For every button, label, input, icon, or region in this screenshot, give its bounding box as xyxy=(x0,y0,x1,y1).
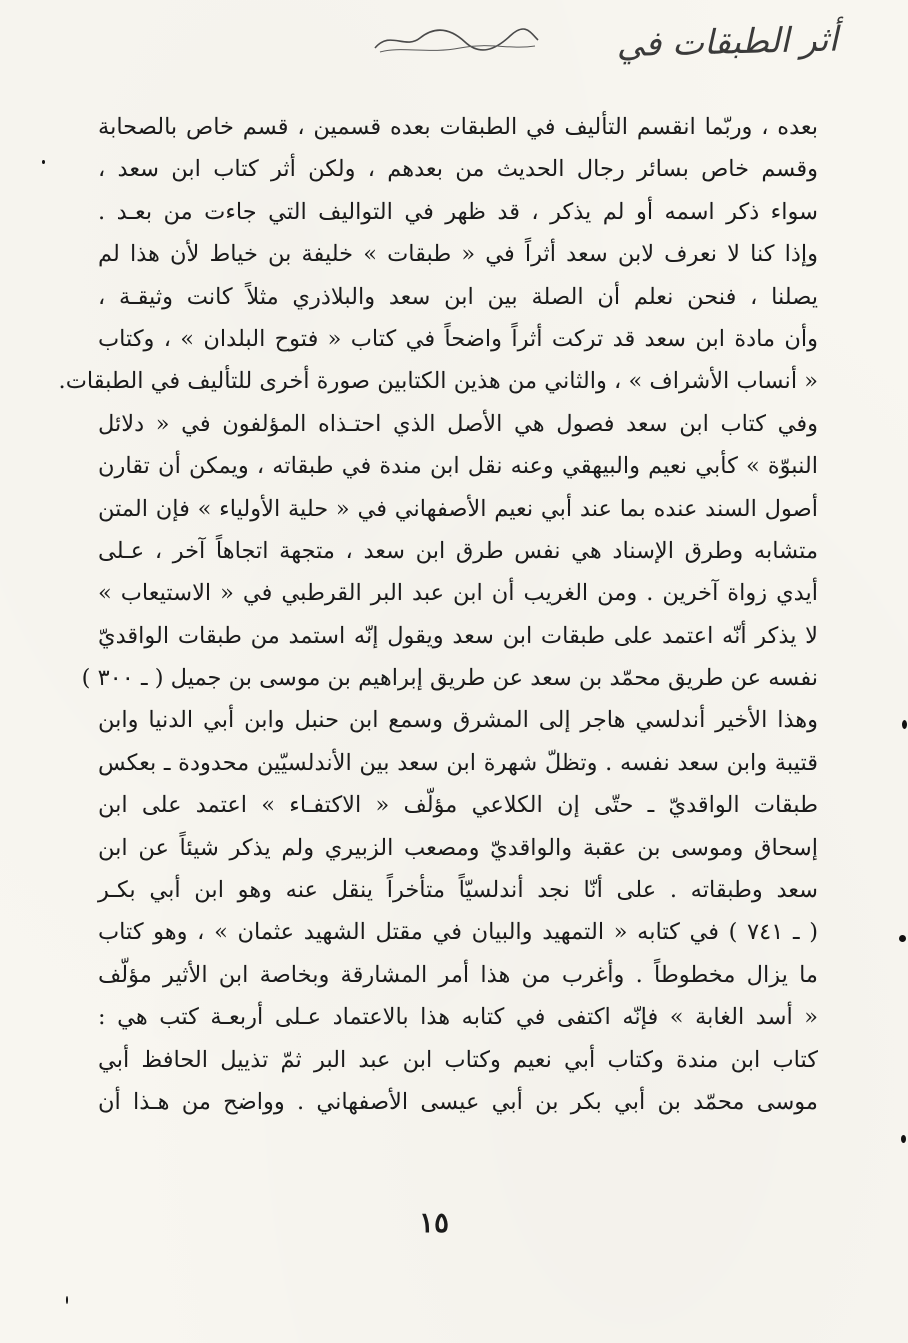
text-line: ما يزال مخطوطاً . وأغرب من هذا أمر المشارقة وبخاصة ابن الأثير مؤلّف xyxy=(98,961,818,988)
text-line: قتيبة وابن سعد نفسه . وتظلّ شهرة ابن سعد بين الأندلسيّين محدودة ـ بعكس xyxy=(98,749,818,776)
text-line: وأن مادة ابن سعد قد تركت أثراً واضحاً في كتاب « فتوح البلدان » ، وكتاب xyxy=(98,325,818,352)
text-line: بعده ، وربّما انقسم التأليف في الطبقات بعده قسمين ، قسم خاص بالصحابة xyxy=(98,114,818,140)
text-line: ( ـ ٧٤١ ) في كتابه « التمهيد والبيان في مقتل الشهيد عثمان » ، وهو كتاب xyxy=(98,919,818,946)
handwritten-header-note: أثر الطبقات في xyxy=(616,19,839,66)
text-line: وإذا كنا لا نعرف لابن سعد أثراً في « طبقات » خليفة بن خياط لأن هذا لم xyxy=(98,241,818,268)
body-text xyxy=(58,106,818,1123)
text-line: كتاب ابن مندة وكتاب أبي نعيم وكتاب ابن عبد البر ثمّ تذييل الحافظ أبي xyxy=(98,1046,818,1073)
text-line: سواء ذكر اسمه أو لم يذكر ، قد ظهر في التواليف التي جاءت من بعـد . xyxy=(98,198,818,225)
text-line: أيدي زواة آخرين . ومن الغريب أن ابن عبد البر القرطبي في « الاستيعاب » xyxy=(98,580,818,607)
margin-dot xyxy=(901,1135,906,1143)
text-line: وهذا الأخير أندلسي هاجر إلى المشرق وسمع ابن حنبل وابن أبي الدنيا وابن xyxy=(98,707,818,734)
text-line: وقسم خاص بسائر رجال الحديث من بعدهم ، ولكن أثر كتاب ابن سعد ، xyxy=(98,156,818,183)
text-line: « أسد الغابة » فإنّه اكتفى في كتابه هذا بالاعتماد عـلى أربعـة كتب هي : xyxy=(98,1004,818,1031)
text-line: « أنساب الأشراف » ، والثاني من هذين الكتابين صورة أخرى للتأليف في الطبقات. xyxy=(58,368,818,395)
text-line: نفسه عن طريق محمّد بن سعد عن طريق إبراهيم بن موسى بن جميل ( ـ ٣٠٠ ) xyxy=(81,665,818,692)
margin-dot xyxy=(42,160,45,164)
text-line: سعد وطبقاته . على أنّا نجد أندلسيّاً متأخراً ينقل عنه وهو ابن أبي بكـر xyxy=(98,877,818,904)
text-line: وفي كتاب ابن سعد فصول هي الأصل الذي احتـذاه المؤلفون في « دلائل xyxy=(98,410,818,437)
text-line: موسى محمّد بن أبي بكر بن أبي عيسى الأصفهاني . وواضح من هـذا أن xyxy=(98,1088,818,1115)
text-line: متشابه وطرق الإسناد هي نفس طرق ابن سعد ، متجهة اتجاهاً آخر ، عـلى xyxy=(98,537,818,564)
margin-dot xyxy=(66,1296,68,1304)
text-line: لا يذكر أنّه اعتمد على طبقات ابن سعد ويقول إنّه استمد من طبقات الواقديّ xyxy=(98,622,818,649)
text-line: إسحاق وموسى بن عقبة والواقديّ ومصعب الزبيري ولم يذكر شيئاً عن ابن xyxy=(98,834,818,861)
text-line: يصلنا ، فنحن نعلم أن الصلة بين ابن سعد والبلاذري مثلاً كانت وثيقـة ، xyxy=(98,283,818,310)
text-line: طبقات الواقديّ ـ حتّى إن الكلاعي مؤلّف « الاكتفـاء » اعتمد على ابن xyxy=(98,792,818,819)
text-line: أصول السند عنده بما عند أبي نعيم الأصفهاني في « حلية الأولياء » فإن المتن xyxy=(98,495,818,522)
text-line: النبوّة » كأبي نعيم والبيهقي وعنه نقل ابن مندة في طبقاته ، ويمكن أن تقارن xyxy=(98,453,818,480)
page-number: ١٥ xyxy=(418,1206,450,1239)
margin-dot xyxy=(902,720,907,729)
margin-dot xyxy=(899,935,906,942)
handwritten-scribble xyxy=(370,20,540,60)
